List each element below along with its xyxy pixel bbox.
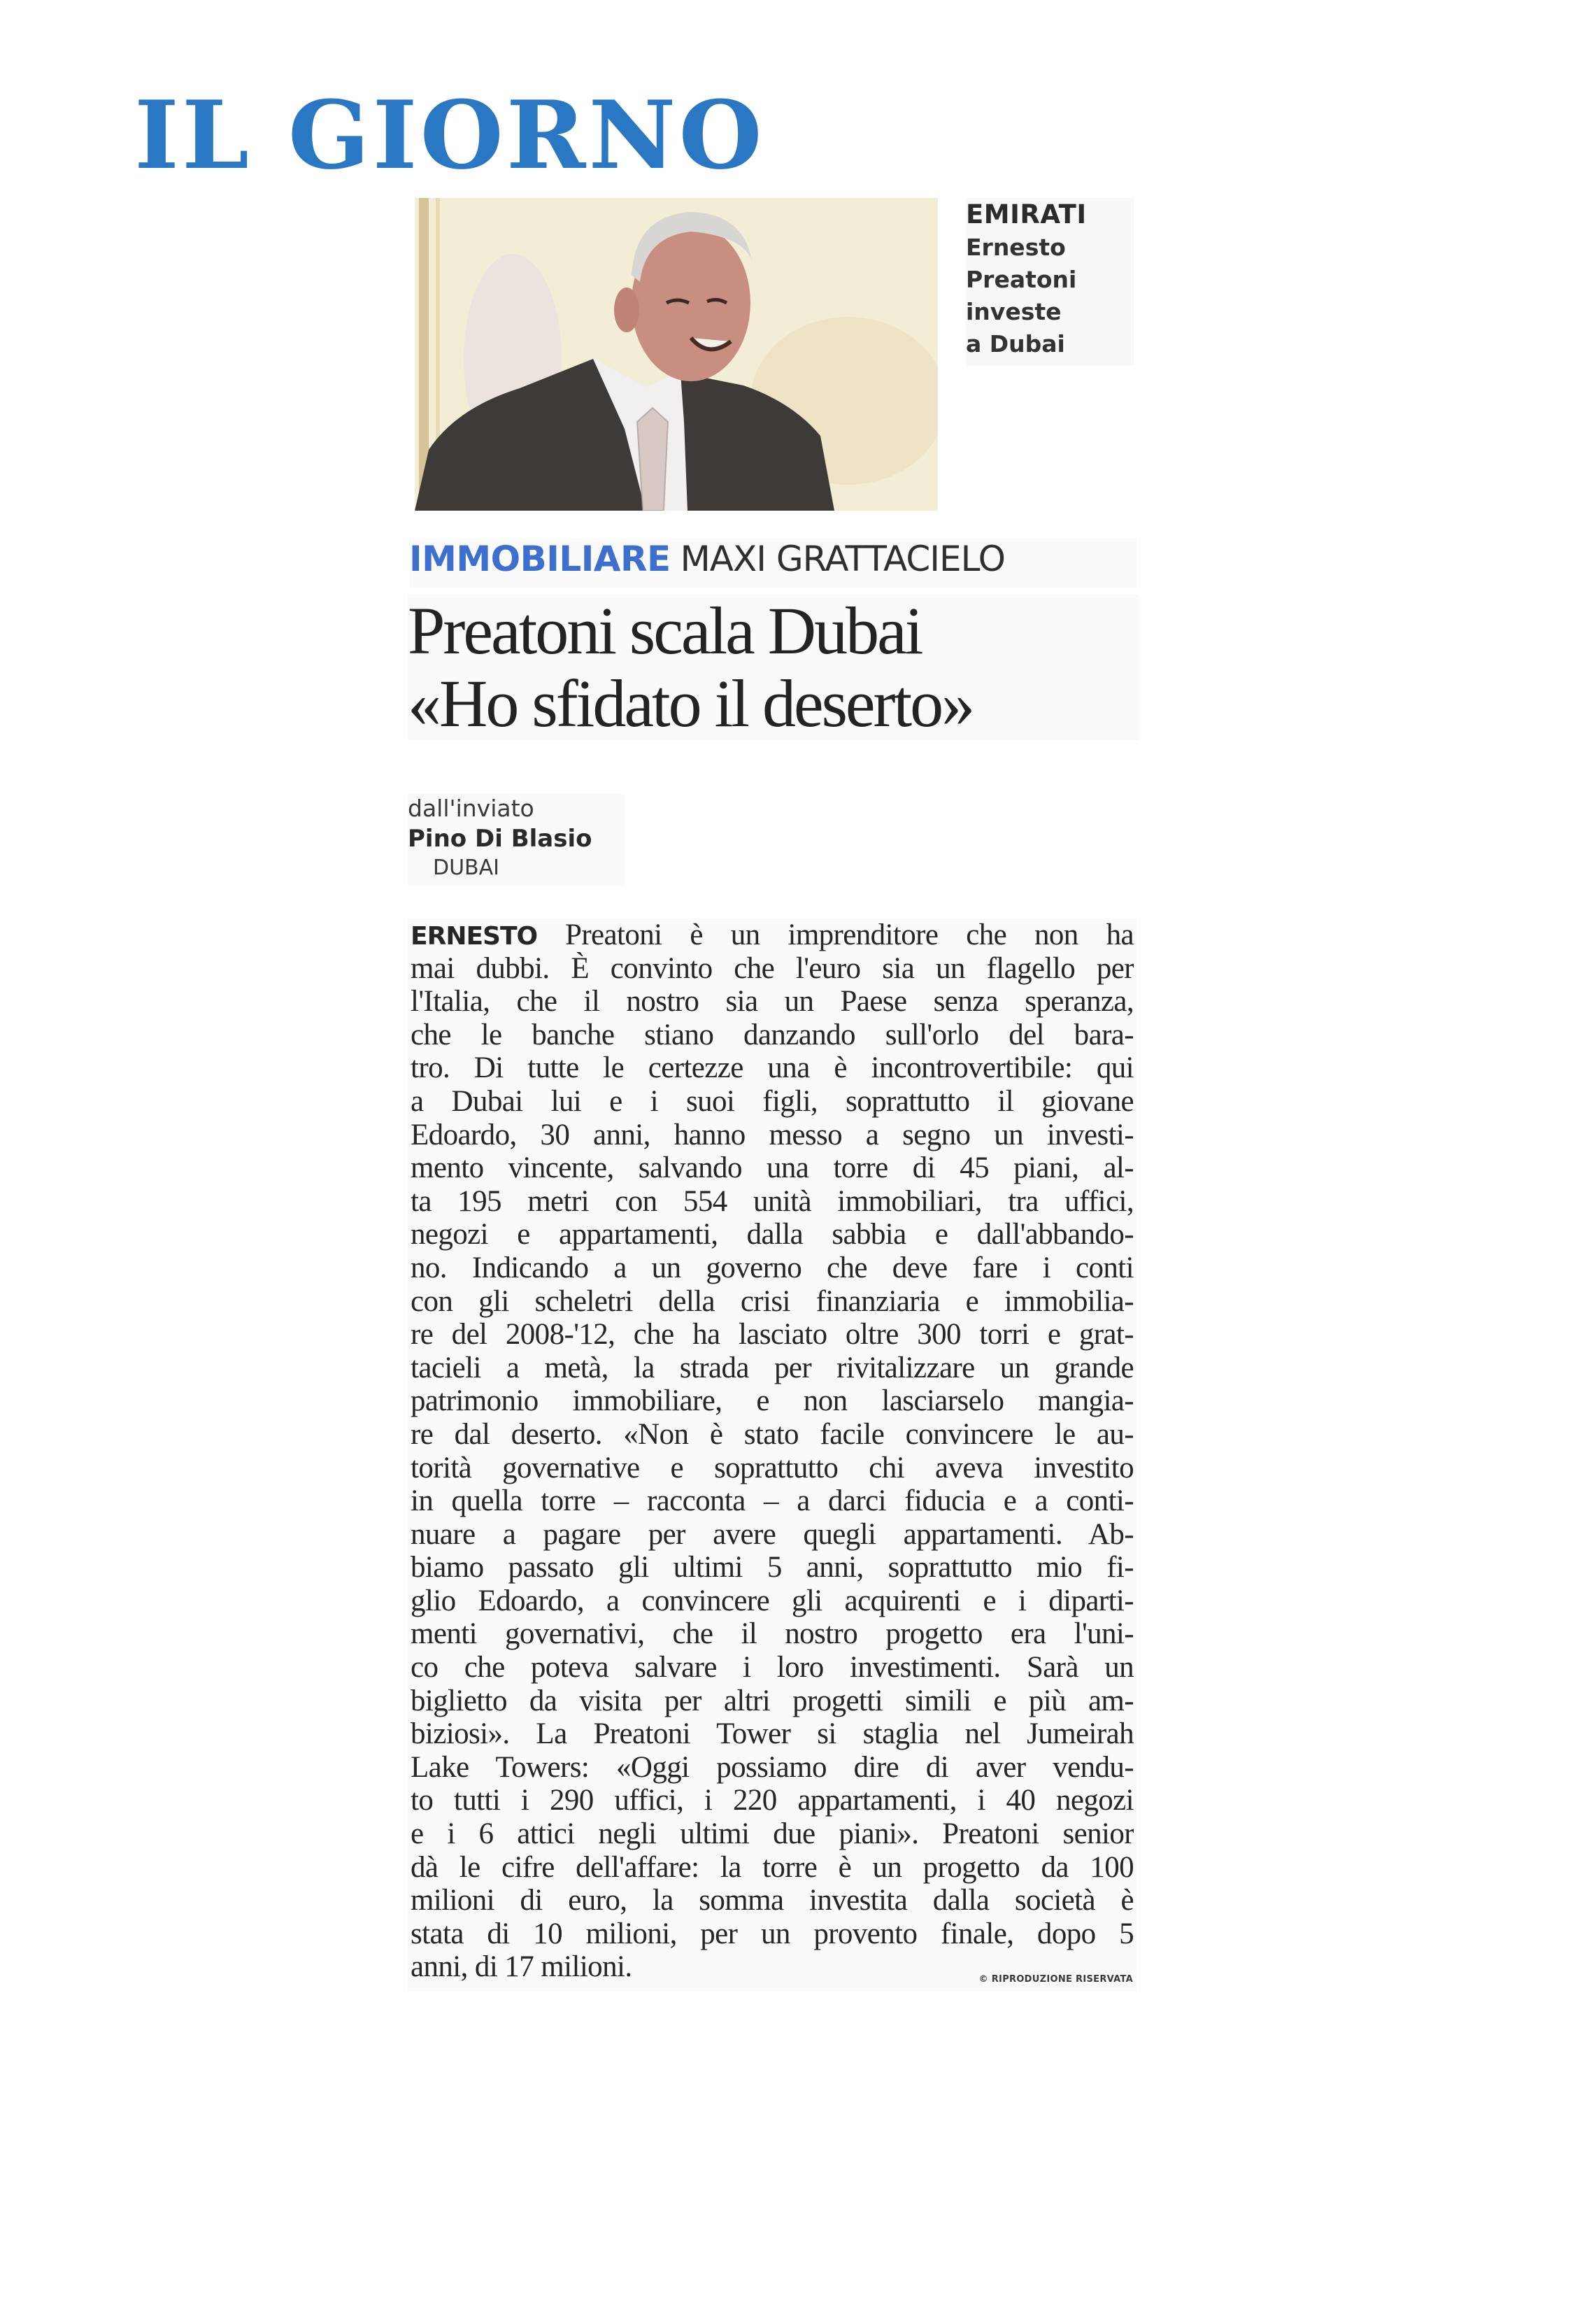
- article-line: menti governativi, che il nostro progetto era l'uni-: [411, 1617, 1134, 1651]
- article-line: stata di 10 milioni, per un provento finale, dopo 5: [411, 1917, 1134, 1950]
- byline-place: DUBAI: [433, 856, 500, 880]
- article-line: in quella torre – racconta – a darci fiducia e a conti-: [411, 1484, 1134, 1518]
- article-line: l'Italia, che il nostro sia un Paese senza speranza,: [411, 985, 1134, 1019]
- section-heading: [409, 539, 1137, 588]
- article-line: patrimonio immobiliare, e non lasciarselo mangia-: [411, 1384, 1134, 1418]
- copyright-notice: © RIPRODUZIONE RISERVATA: [978, 1974, 1133, 1985]
- caption-line: investe: [966, 298, 1062, 325]
- article-line: che le banche stiano danzando sull'orlo del bara-: [411, 1018, 1134, 1051]
- article-line: re del 2008-'12, che ha lasciato oltre 300 torri e grat-: [411, 1318, 1134, 1352]
- section-sublabel: MAXI GRATTACIELO: [680, 539, 1006, 579]
- article-first-line: Preatoni è un imprenditore che non ha: [565, 919, 1134, 951]
- article-line: glio Edoardo, a convincere gli acquirenti e i diparti-: [411, 1584, 1134, 1617]
- article-line: biglietto da visita per altri progetti simili e più am-: [411, 1684, 1134, 1717]
- article-line: [411, 919, 1134, 952]
- article-line: biziosi». La Preatoni Tower si staglia nel Jumeirah: [411, 1717, 1134, 1751]
- caption-line: a Dubai: [966, 330, 1065, 357]
- article-line: tro. Di tutte le certezze una è incontrovertibile: qui: [411, 1051, 1134, 1085]
- article-line: anni, di 17 milioni.: [411, 1950, 632, 1984]
- section-label: IMMOBILIARE: [409, 539, 671, 579]
- article-line: Edoardo, 30 anni, hanno messo a segno un investi-: [411, 1118, 1134, 1151]
- caption-tag: EMIRATI: [966, 199, 1087, 229]
- article-line: re dal deserto. «Non è stato facile convincere le au-: [411, 1417, 1134, 1451]
- article-line: tacieli a metà, la strada per rivitalizzare un grande: [411, 1351, 1134, 1384]
- article-headline: [408, 595, 1139, 740]
- byline-author: Pino Di Blasio: [408, 825, 592, 853]
- article-line: negozi e appartamenti, dalla sabbia e dall'abbando-: [411, 1218, 1134, 1251]
- portrait-illustration: [415, 198, 938, 511]
- headline-line: «Ho sfidato il deserto»: [408, 666, 974, 741]
- byline-prefix: dall'inviato: [408, 795, 534, 822]
- article-lead-word: ERNESTO: [411, 922, 538, 951]
- caption-line: Ernesto: [966, 234, 1066, 261]
- article-line: nuare a pagare per avere quegli appartamenti. Ab-: [411, 1517, 1134, 1551]
- caption-line: Preatoni: [966, 266, 1077, 293]
- article-line: mento vincente, salvando una torre di 45 piani, al-: [411, 1151, 1134, 1185]
- headline-line: Preatoni scala Dubai: [408, 593, 922, 668]
- article-line: co che poteva salvare i loro investimenti. Sarà un: [411, 1651, 1134, 1685]
- portrait-photo: [415, 198, 938, 511]
- article-line: e i 6 attici negli ultimi due piani». Preatoni senior: [411, 1817, 1134, 1851]
- byline: [408, 794, 625, 886]
- article-line: torità governative e soprattutto chi aveva investito: [411, 1451, 1134, 1484]
- newspaper-masthead: IL GIORNO: [134, 80, 765, 190]
- article-line: ta 195 metri con 554 unità immobiliari, tra uffici,: [411, 1184, 1134, 1218]
- article-line: milioni di euro, la somma investita dalla società è: [411, 1884, 1134, 1917]
- article-line: to tutti i 290 uffici, i 220 appartamenti, i 40 negozi: [411, 1784, 1134, 1817]
- article-line: con gli scheletri della crisi finanziaria e immobilia-: [411, 1284, 1134, 1318]
- article-line: no. Indicando a un governo che deve fare i conti: [411, 1251, 1134, 1284]
- ear: [614, 288, 639, 332]
- photo-caption-box: [966, 198, 1134, 366]
- article-line: biamo passato gli ultimi 5 anni, soprattutto mio fi-: [411, 1551, 1134, 1584]
- article-line: a Dubai lui e i suoi figli, soprattutto il giovane: [411, 1084, 1134, 1118]
- article-line: dà le cifre dell'affare: la torre è un progetto da 100: [411, 1850, 1134, 1884]
- article-line: Lake Towers: «Oggi possiamo dire di aver vendu-: [411, 1750, 1134, 1784]
- article-line: mai dubbi. È convinto che l'euro sia un flagello per: [411, 951, 1134, 985]
- article-body: [408, 919, 1137, 1991]
- article-lines: [411, 952, 1134, 1984]
